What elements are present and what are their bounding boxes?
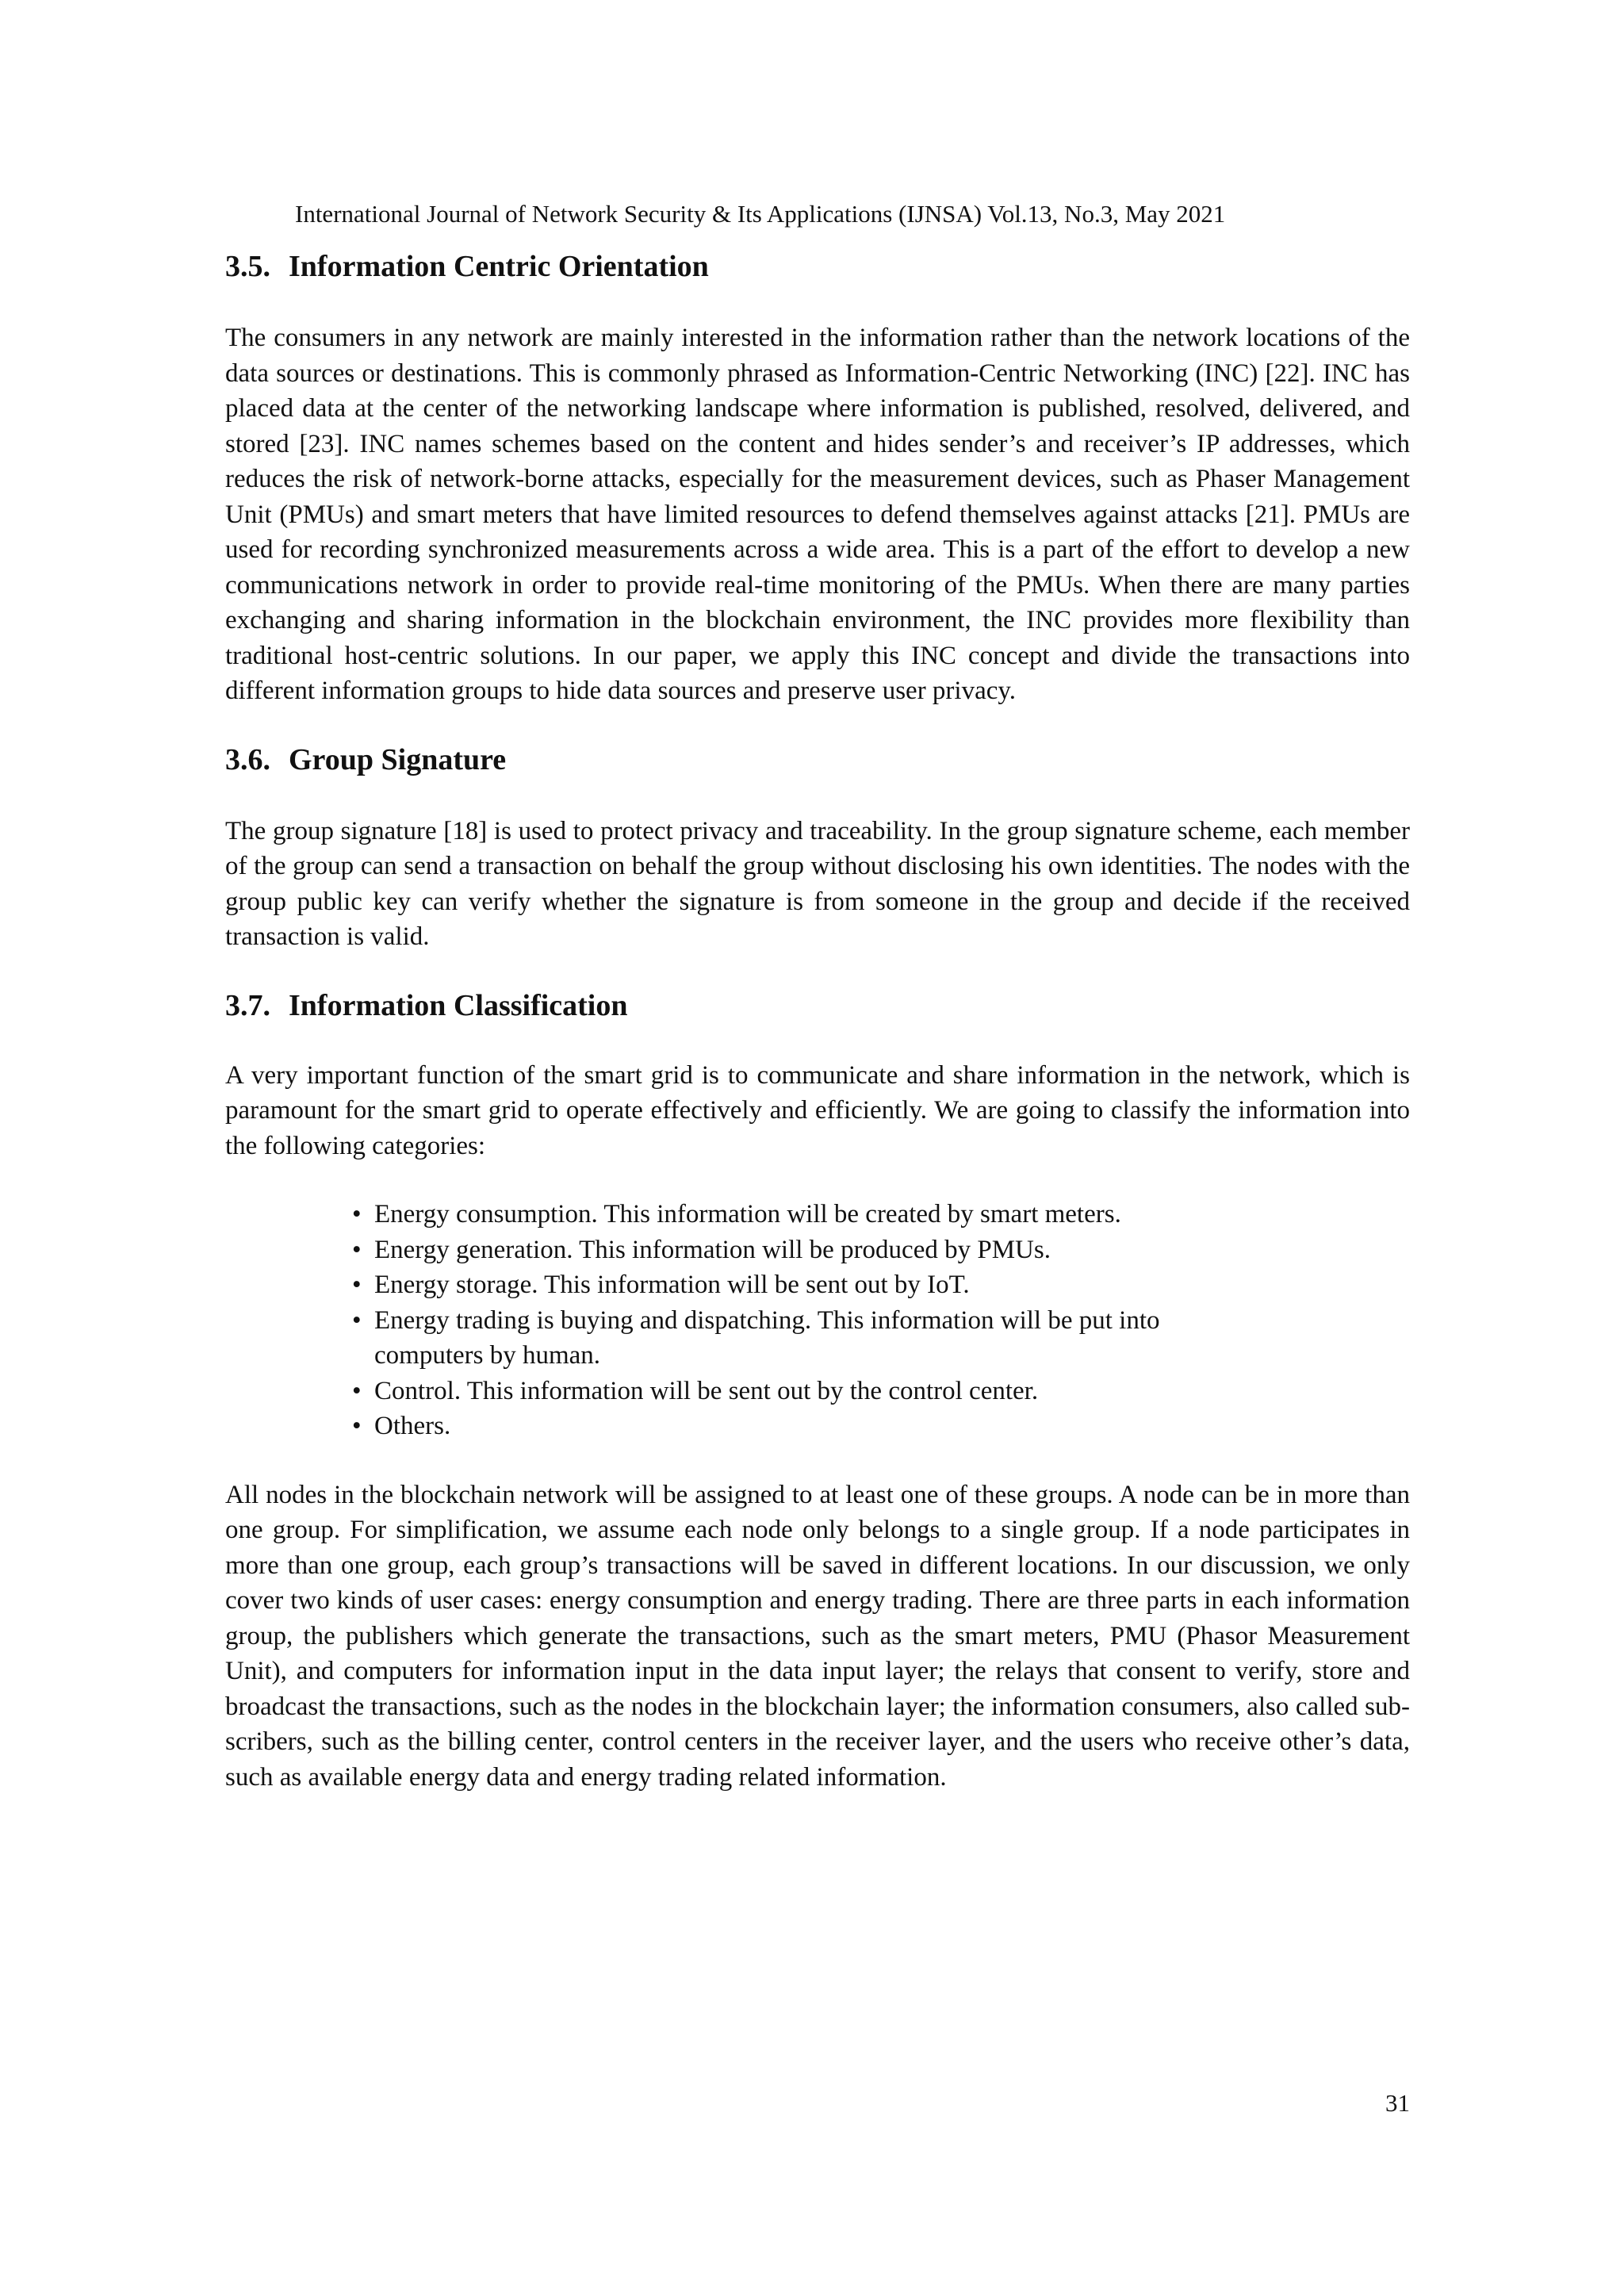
- list-item-text: Control. This information will be sent out by the control center.: [374, 1376, 1039, 1405]
- section-heading-3-7: [225, 985, 1410, 1026]
- list-item-text: Others.: [374, 1412, 451, 1440]
- list-item-text: Energy storage. This information will be sent out by IoT.: [374, 1271, 970, 1299]
- bullet-icon: •: [352, 1305, 362, 1335]
- page-number: 31: [1385, 2089, 1410, 2117]
- list-item: [352, 1409, 1224, 1444]
- bullet-icon: •: [352, 1376, 362, 1405]
- section-3-7-closing-paragraph: All nodes in the blockchain network will be assigned to at least one of these groups. A node can be in more than one group. For simplification, we assume each node only belongs to a single group. If a node participates in more than one group, each group’s transactions will be saved in different locations. In our discussion, we only cover two kinds of user cases: energy consumption and energy trading. There are three parts in each information group, the publishers which generate the transactions, such as the smart meters, PMU (Phasor Measurement Unit), and computers for information input in the data input layer; the relays that consent to verify, store and broadcast the transactions, such as the nodes in the blockchain layer; the information consumers, also called sub- scribers, such as the billing center, control centers in the receiver layer, and the users who receive other’s data, such as available energy data and energy trading related information.: [225, 1480, 1410, 1792]
- section-number: 3.5.: [225, 250, 270, 283]
- section-title: Information Classification: [289, 988, 628, 1022]
- section-3-6-paragraph: The group signature [18] is used to protect privacy and traceability. In the group signature scheme, each member of the group can send a transaction on behalf the group without disclosing his own identities. The nodes with the group public key can verify whether the signature is from someone in the group and decide if the received transaction is valid.: [225, 816, 1410, 951]
- bullet-icon: •: [352, 1200, 362, 1228]
- list-item-text: Energy generation. This information will be produced by PMUs.: [374, 1235, 1051, 1264]
- list-item: [352, 1267, 1224, 1303]
- list-item-text: Energy trading is buying and dispatching. This information will be put into computers by human.: [374, 1305, 1160, 1370]
- running-header: International Journal of Network Security & Its Applications (IJNSA) Vol.13, No.3, May 2021: [295, 200, 1226, 228]
- section-3-7-paragraph: A very important function of the smart grid is to communicate and share information in the network, which is paramount for the smart grid to operate effectively and efficiently. We are going to classify the information into the following categories:: [225, 1060, 1410, 1160]
- list-item-text: Energy consumption. This information will be created by smart meters.: [374, 1200, 1121, 1228]
- information-categories-list: [225, 1197, 1224, 1444]
- section-3-5-paragraph: The consumers in any network are mainly interested in the information rather than the network locations of the data sources or destinations. This is commonly phrased as Information-Centric Networking (INC) [22]. INC has placed data at the center of the networking landscape where information is published, resolved, delivered, and stored [23]. INC names schemes based on the content and hides sender’s and receiver’s IP addresses, which reduces the risk of network-borne attacks, especially for the measurement devices, such as Phaser Management Unit (PMUs) and smart meters that have limited resources to defend themselves against attacks [21]. PMUs are used for recording synchronized measurements across a wide area. This is a part of the effort to develop a new communications network in order to provide real-time monitoring of the PMUs. When there are many parties exchanging and sharing information in the blockchain environment, the INC provides more flexibility than traditional host-centric solutions. In our paper, we apply this INC concept and divide the transactions into different information groups to hide data sources and preserve user privacy.: [225, 324, 1410, 705]
- list-item: [352, 1374, 1224, 1409]
- bullet-icon: •: [352, 1271, 362, 1299]
- section-number: 3.6.: [225, 742, 270, 776]
- section-title: Information Centric Orientation: [289, 250, 709, 283]
- section-number: 3.7.: [225, 988, 270, 1022]
- section-heading-3-6: [225, 739, 1410, 780]
- section-heading-3-5: [225, 246, 1410, 287]
- bullet-icon: •: [352, 1235, 362, 1264]
- list-item: [352, 1197, 1224, 1232]
- list-item: [352, 1303, 1224, 1374]
- page-content: [225, 246, 1410, 1795]
- bullet-icon: •: [352, 1412, 362, 1440]
- list-item: [352, 1232, 1224, 1268]
- section-title: Group Signature: [289, 742, 507, 776]
